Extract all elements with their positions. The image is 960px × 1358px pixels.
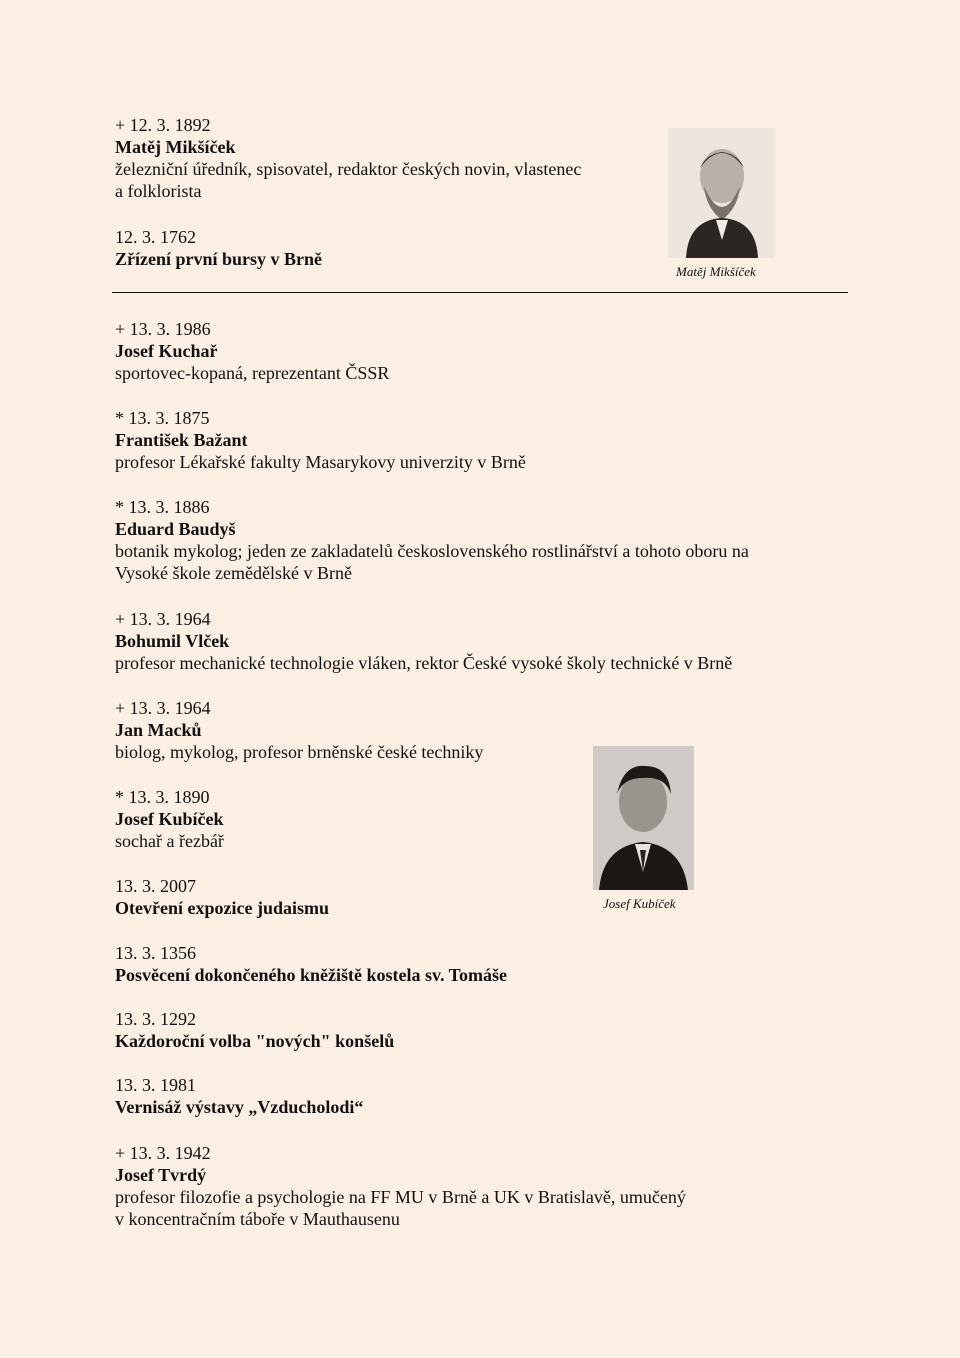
- entry-desc: železniční úředník, spisovatel, redaktor českých novin, vlastenec a folklorista: [115, 159, 582, 201]
- entry-name: Matěj Mikšíček: [115, 137, 236, 157]
- entry-date: 12. 3. 1762: [115, 227, 196, 247]
- portrait-kubicek: [593, 746, 694, 890]
- entry-date: + 13. 3. 1964: [115, 609, 211, 629]
- entry-name: Otevření expozice judaismu: [115, 898, 329, 918]
- entry-name: Každoroční volba "nových" konšelů: [115, 1031, 395, 1051]
- portrait-miksicek: [668, 128, 775, 258]
- entry-date: 13. 3. 1981: [115, 1075, 196, 1095]
- entry-name: Posvěcení dokončeného kněžiště kostela sv. Tomáše: [115, 965, 508, 985]
- entry-date: * 13. 3. 1875: [115, 408, 210, 428]
- entry-date: + 13. 3. 1986: [115, 319, 211, 339]
- entry-bazant: [115, 407, 526, 473]
- entry-name: Bohumil Vlček: [115, 631, 230, 651]
- portrait-caption: Matěj Mikšíček: [676, 264, 756, 279]
- entry-vlcek: [115, 608, 732, 674]
- entry-desc: profesor Lékařské fakulty Masarykovy univerzity v Brně: [115, 452, 526, 472]
- entry-desc: sportovec-kopaná, reprezentant ČSSR: [115, 363, 390, 383]
- entry-desc: sochař a řezbář: [115, 831, 224, 851]
- entry-baudys: [115, 496, 749, 584]
- entry-date: + 12. 3. 1892: [115, 115, 211, 135]
- entry-name: Josef Tvrdý: [115, 1165, 207, 1185]
- entry-desc: profesor mechanické technologie vláken, rektor České vysoké školy technické v Brně: [115, 653, 733, 673]
- section-divider: [112, 292, 848, 293]
- entry-date: + 13. 3. 1964: [115, 698, 211, 718]
- entry-date: 13. 3. 2007: [115, 876, 196, 896]
- entry-kuchar: [115, 318, 389, 384]
- entry-date: 13. 3. 1292: [115, 1009, 196, 1029]
- entry-desc: biolog, mykolog, profesor brněnské české techniky: [115, 742, 484, 762]
- entry-name: Eduard Baudyš: [115, 519, 236, 539]
- entry-macku: [115, 697, 483, 763]
- entry-vzducholodi: [115, 1074, 363, 1118]
- entry-name: František Bažant: [115, 430, 248, 450]
- entry-date: 13. 3. 1356: [115, 943, 196, 963]
- entry-tvrdy: [115, 1142, 686, 1230]
- entry-desc: profesor filozofie a psychologie na FF MU v Brně a UK v Bratislavě, umučený v koncentračním táboře v Mauthausenu: [115, 1187, 686, 1229]
- entry-name: Zřízení první bursy v Brně: [115, 249, 323, 269]
- entry-desc: botanik mykolog; jeden ze zakladatelů československého rostlinářství a tohoto oboru na Vysoké škole zemědělské v Brně: [115, 541, 749, 583]
- entry-miksicek: [115, 114, 581, 202]
- entry-name: Josef Kubíček: [115, 809, 224, 829]
- entry-konsele: [115, 1008, 394, 1052]
- entry-name: Vernisáž výstavy „Vzducholodi“: [115, 1097, 364, 1117]
- portrait-caption: Josef Kubíček: [603, 896, 676, 911]
- entry-date: * 13. 3. 1890: [115, 787, 210, 807]
- entry-date: * 13. 3. 1886: [115, 497, 210, 517]
- entry-date: + 13. 3. 1942: [115, 1143, 211, 1163]
- entry-bursa: [115, 226, 322, 270]
- entry-tomas: [115, 942, 507, 986]
- entry-name: Josef Kuchař: [115, 341, 218, 361]
- entry-kubicek: [115, 786, 224, 852]
- entry-judaismus: [115, 875, 329, 919]
- entry-name: Jan Macků: [115, 720, 202, 740]
